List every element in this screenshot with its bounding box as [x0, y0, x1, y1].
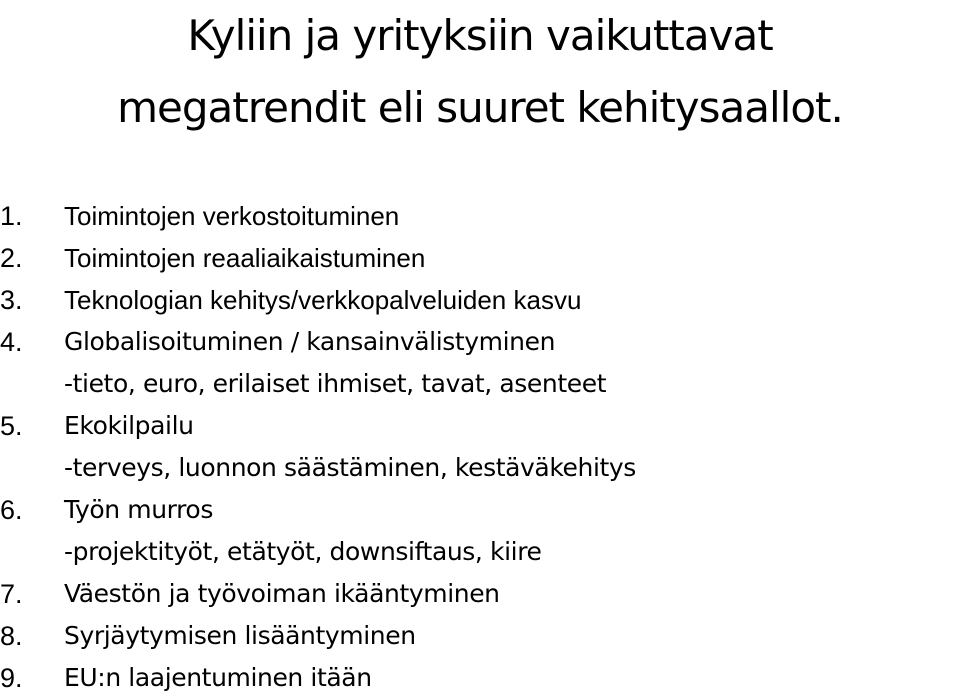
list-item-8: [0, 615, 960, 657]
list-item-text: Syrjäytymisen lisääntyminen: [64, 621, 416, 650]
list-item-7: [0, 573, 960, 615]
list-item-text: Teknologian kehitys/verkkopalveluiden kasvu: [64, 285, 582, 315]
slide-title-line-1: Kyliin ja yrityksiin vaikuttavat: [187, 11, 773, 60]
megatrend-list: [0, 195, 960, 699]
list-item-6: [0, 489, 960, 531]
list-item-text: Globalisoituminen / kansainvälistyminen: [64, 327, 556, 356]
list-item-text: Ekokilpailu: [64, 411, 194, 440]
list-item-6-detail: [0, 531, 960, 573]
list-item-number: 8.: [0, 621, 23, 651]
list-item-5: [0, 405, 960, 447]
list-item-number: 6.: [0, 495, 23, 525]
list-item-number: 7.: [0, 579, 23, 609]
list-item-text: Työn murros: [64, 495, 213, 524]
list-item-9: [0, 657, 960, 699]
list-item-number: 1.: [0, 201, 23, 231]
list-item-number: 2.: [0, 243, 23, 273]
list-item-text: EU:n laajentuminen itään: [64, 663, 372, 692]
list-item-2: [0, 237, 960, 279]
list-item-number: 4.: [0, 327, 23, 357]
list-item-text: Väestön ja työvoiman ikääntyminen: [64, 579, 500, 608]
list-item-detail-text: -terveys, luonnon säästäminen, kestäväkehitys: [64, 453, 636, 482]
list-item-number: 5.: [0, 411, 23, 441]
list-item-3: [0, 279, 960, 321]
list-item-number: 3.: [0, 285, 23, 315]
list-item-1: [0, 195, 960, 237]
list-item-text: Toimintojen reaaliaikaistuminen: [64, 243, 426, 273]
list-item-number: 9.: [0, 663, 23, 693]
list-item-detail-text: -projektityöt, etätyöt, downsiftaus, kiire: [64, 537, 542, 566]
slide-title: [0, 0, 960, 144]
list-item-4-detail: [0, 363, 960, 405]
list-item-detail-text: -tieto, euro, erilaiset ihmiset, tavat, asenteet: [64, 369, 607, 398]
list-item-4: [0, 321, 960, 363]
list-item-text: Toimintojen verkostoituminen: [64, 201, 400, 231]
slide-title-line-2: megatrendit eli suuret kehitysaallot.: [117, 83, 843, 132]
list-item-5-detail: [0, 447, 960, 489]
